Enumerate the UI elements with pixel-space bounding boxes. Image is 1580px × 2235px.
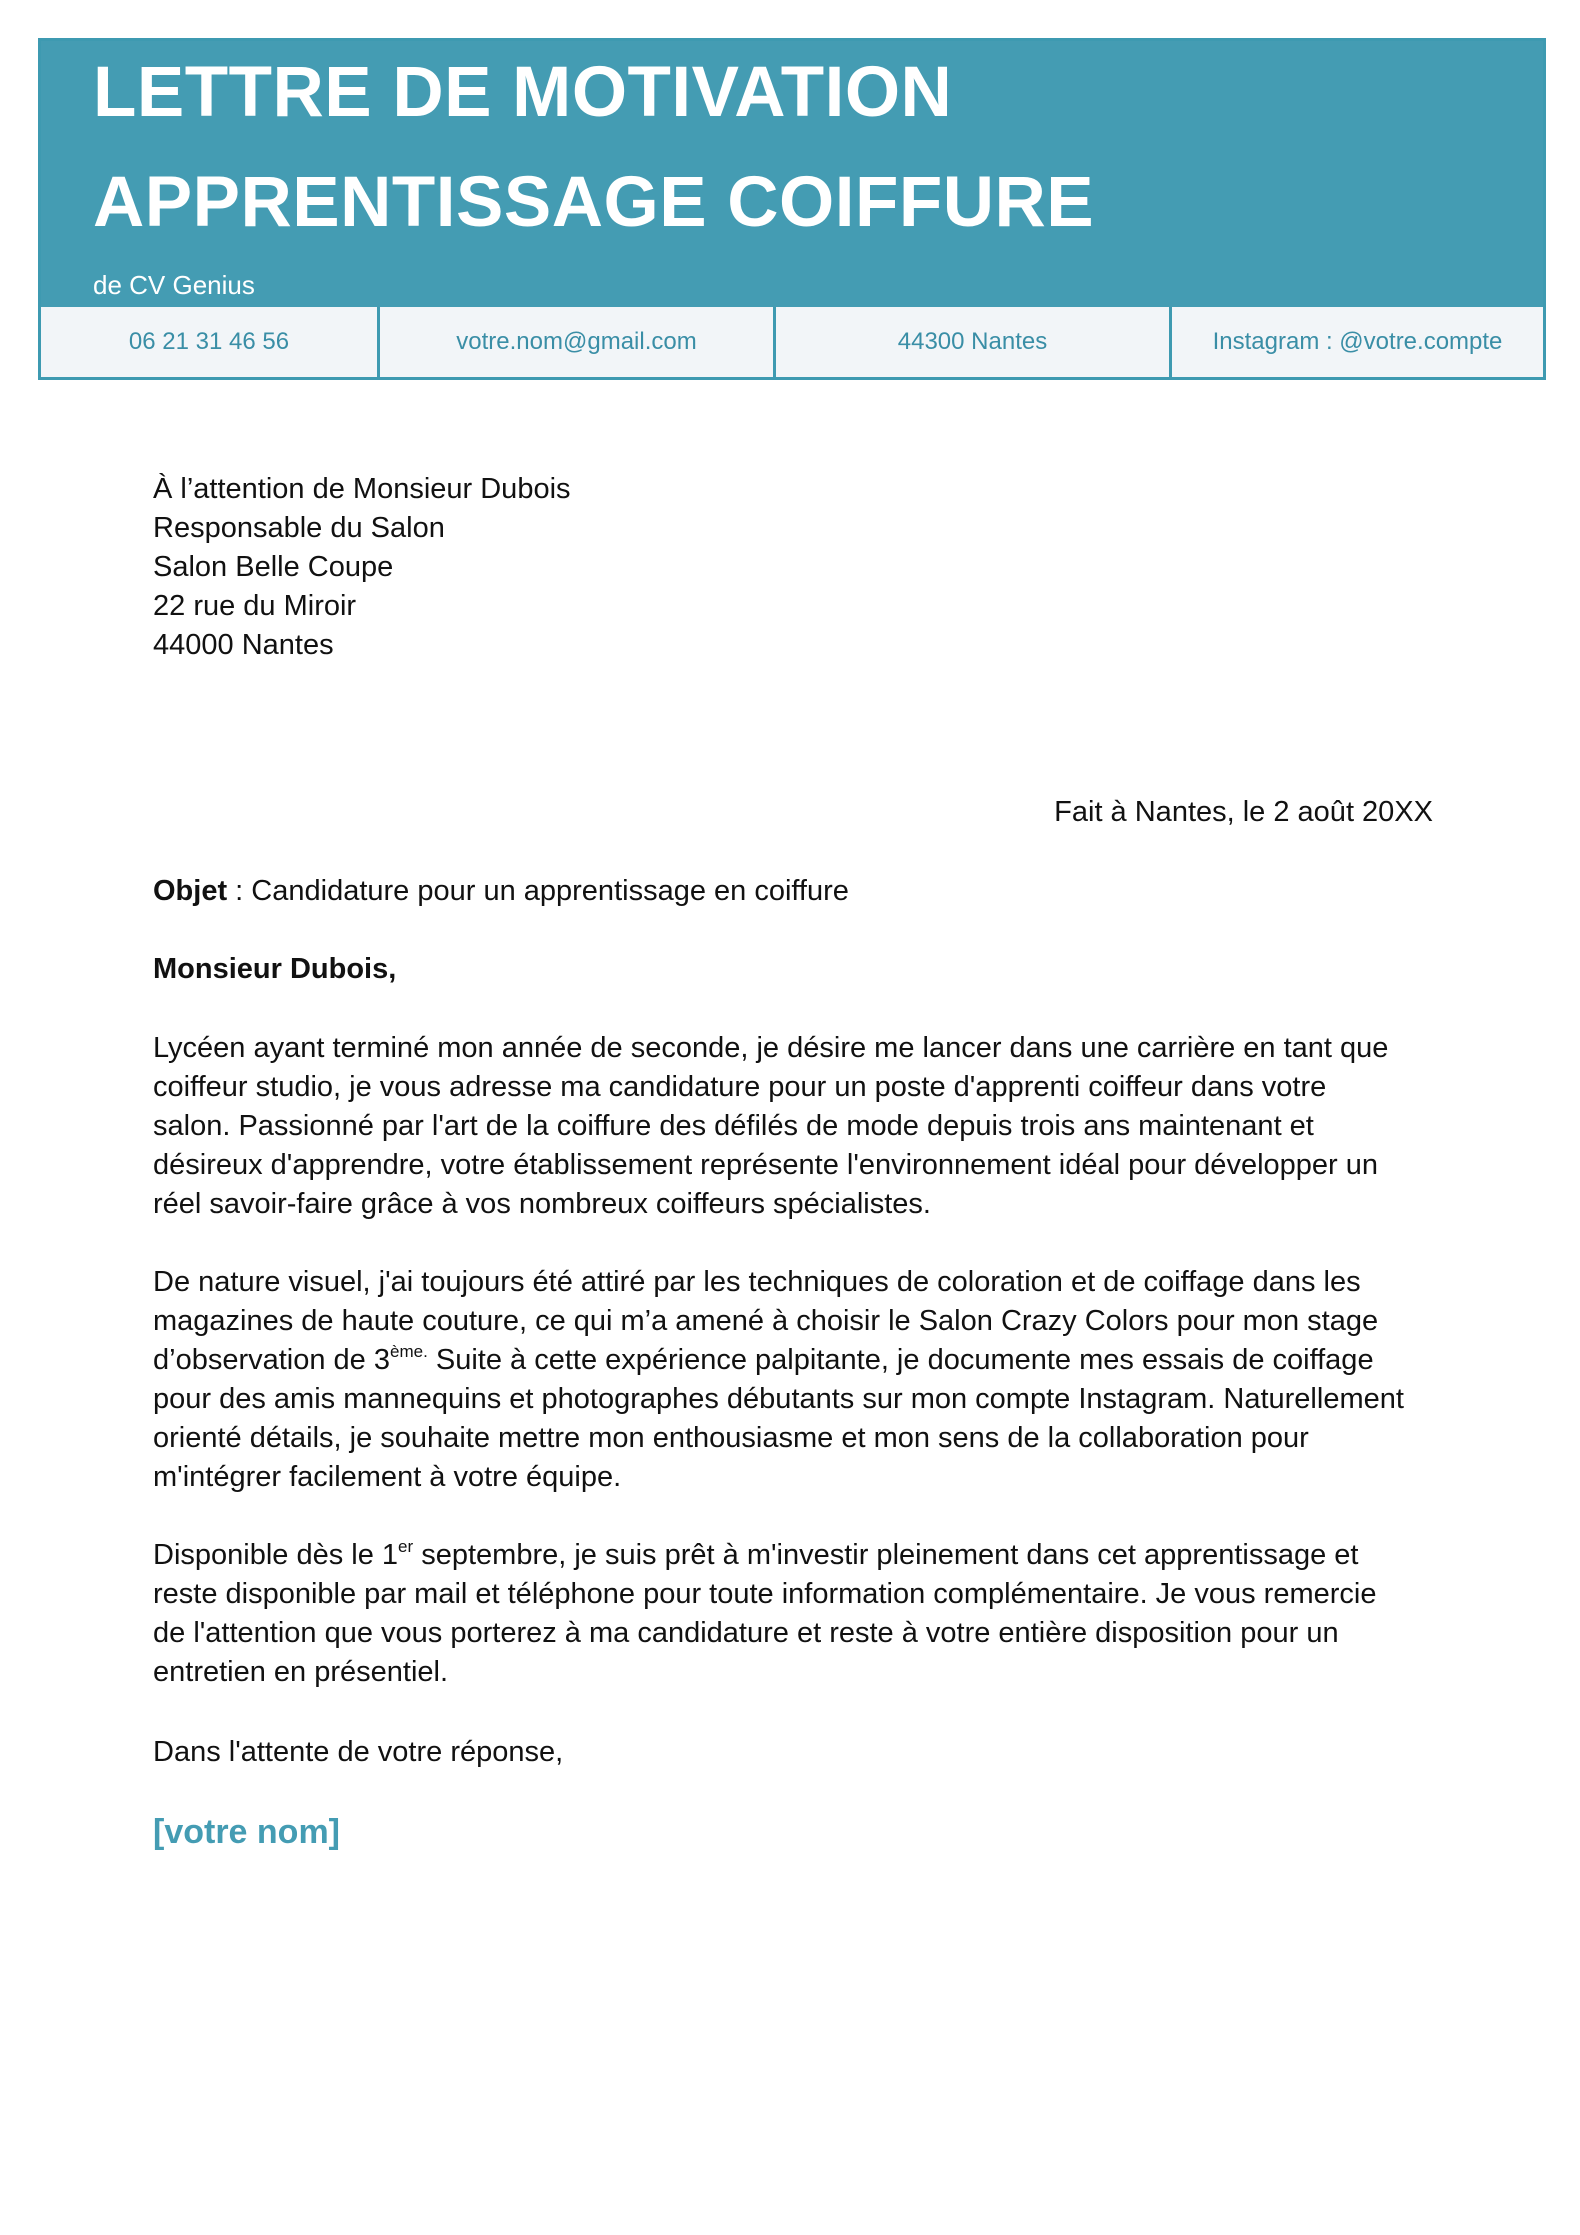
paragraph-line: De nature visuel, j'ai toujours été attiré par les techniques de coloration et de coiffage dans les <box>153 1266 1361 1298</box>
contact-bar <box>41 307 1543 377</box>
paragraph-line: salon. Passionné par l'art de la coiffure des défilés de mode depuis trois ans maintenant et <box>153 1110 1314 1142</box>
contact-email: votre.nom@gmail.com <box>380 307 776 377</box>
contact-city: 44300 Nantes <box>776 307 1172 377</box>
paragraph-line: orienté détails, je souhaite mettre mon enthousiasme et mon sens de la collaboration pour <box>153 1422 1309 1454</box>
paragraph-line: entretien en présentiel. <box>153 1656 449 1688</box>
paragraph-line: désireux d'apprendre, votre établissement représente l'environnement idéal pour développer un <box>153 1149 1378 1181</box>
object-label: Objet <box>153 875 228 907</box>
paragraph-line: de l'attention que vous porterez à ma candidature et reste à votre entière disposition pour un <box>153 1617 1339 1649</box>
recipient-line: À l’attention de Monsieur Dubois <box>153 473 571 505</box>
salutation: Monsieur Dubois, <box>153 953 397 985</box>
contact-phone: 06 21 31 46 56 <box>41 307 380 377</box>
recipient-line: Salon Belle Coupe <box>153 551 394 583</box>
recipient-line: 22 rue du Miroir <box>153 590 357 622</box>
paragraph-line: pour des amis mannequins et photographes débutants sur mon compte Instagram. Naturellement <box>153 1383 1404 1415</box>
recipient-block <box>153 470 1433 665</box>
letter-header <box>38 38 1546 380</box>
text-fragment: d’observation de 3 <box>153 1344 390 1376</box>
text-fragment: Disponible dès le 1 <box>153 1539 399 1571</box>
paragraph-line: magazines de haute couture, ce qui m’a amené à choisir le Salon Crazy Colors pour mon stage <box>153 1305 1379 1337</box>
paragraph-1 <box>153 1029 1443 1224</box>
page-title-line1: LETTRE DE MOTIVATION <box>93 53 953 132</box>
letter-object <box>153 872 1433 911</box>
paragraph-2 <box>153 1263 1443 1497</box>
paragraph-line: réel savoir-faire grâce à vos nombreux coiffeurs spécialistes. <box>153 1188 931 1220</box>
paragraph-line <box>153 1536 1443 1575</box>
text-fragment: septembre, je suis prêt à m'investir pleinement dans cet apprentissage et <box>413 1539 1359 1571</box>
superscript: er <box>398 1537 414 1556</box>
closing-line: Dans l'attente de votre réponse, <box>153 1736 564 1768</box>
header-subtitle: de CV Genius <box>93 270 255 300</box>
page-title-line2: APPRENTISSAGE COIFFURE <box>93 163 1095 242</box>
paragraph-line <box>153 1341 1443 1380</box>
header-banner <box>41 41 1543 307</box>
paragraph-line: Lycéen ayant terminé mon année de seconde, je désire me lancer dans une carrière en tant que <box>153 1032 1389 1064</box>
paragraph-line: coiffeur studio, je vous adresse ma candidature pour un poste d'apprenti coiffeur dans votre <box>153 1071 1327 1103</box>
paragraph-line: m'intégrer facilement à votre équipe. <box>153 1461 622 1493</box>
signature: [votre nom] <box>153 1813 340 1851</box>
letter-date: Fait à Nantes, le 2 août 20XX <box>1054 796 1433 828</box>
paragraph-line: reste disponible par mail et téléphone pour toute information complémentaire. Je vous remercie <box>153 1578 1377 1610</box>
paragraph-3 <box>153 1536 1443 1692</box>
recipient-line: 44000 Nantes <box>153 629 334 661</box>
object-text: : Candidature pour un apprentissage en coiffure <box>227 875 849 907</box>
text-fragment: Suite à cette expérience palpitante, je documente mes essais de coiffage <box>427 1344 1374 1376</box>
superscript: ème. <box>390 1342 428 1361</box>
recipient-line: Responsable du Salon <box>153 512 445 544</box>
contact-instagram: Instagram : @votre.compte <box>1212 328 1503 355</box>
